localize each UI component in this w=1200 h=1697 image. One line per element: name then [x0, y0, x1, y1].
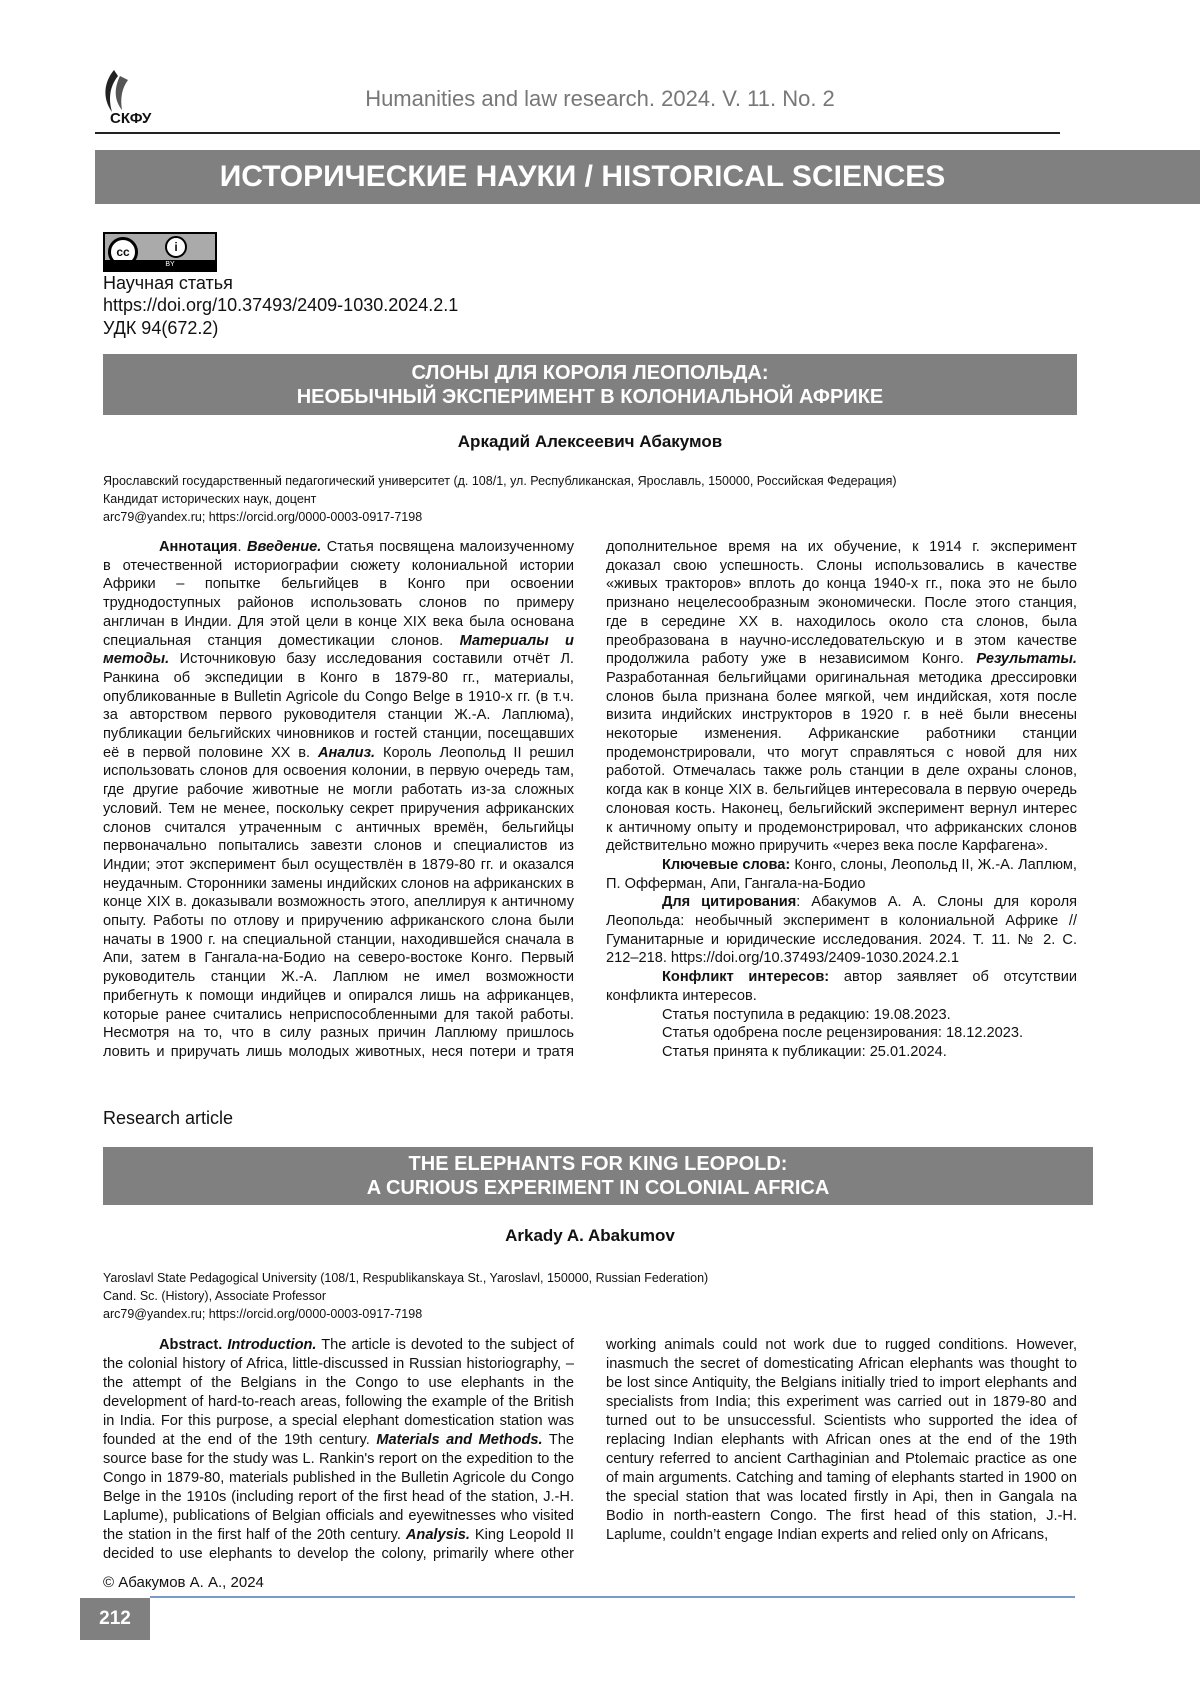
attribution-person-icon: i [165, 236, 187, 258]
abstract-paragraph [606, 968, 1077, 1005]
abstract-paragraph [606, 1043, 1077, 1062]
doi-link[interactable]: https://doi.org/10.37493/2409-1030.2024.2.1 [103, 295, 458, 316]
abstract-heading: Для цитирования [662, 894, 796, 910]
logo-text: СКФУ [110, 110, 151, 127]
abstract-heading: Introduction. [227, 1337, 316, 1353]
abstract-heading: Введение. [247, 539, 321, 555]
abstract-heading: Ключевые слова: [662, 857, 790, 873]
page-number: 212 [80, 1598, 150, 1640]
article-type-en: Research article [103, 1108, 233, 1129]
abstract-text: автор заявляет об отсутствии конфликта интересов. [606, 969, 1077, 1004]
abstract-paragraph [606, 1024, 1077, 1043]
abstract-paragraph [606, 1006, 1077, 1025]
abstract-text: Король Леопольд II решил использовать слонов для освоения колонии, в первую очередь там, где другие рабочие животные не могли работать из-за сложных условий. Тем не менее, поскольку секрет приручения африканских слонов считался утраченным с античных времён, бельгийцы первоначально попытались завезти слонов и специалистов из Индии; этот эксперимент был осуществлён в 1879-80 гг. и оказался неудачным. Сторонники замены индийских слонов на африканских в конце XIX в. доказывали возможность этого, апеллируя к античному опыту. Работы по отлову и приручению африканского слона были начаты в 1900 г. на специальной станции, находившейся сначала в Апи, затем в Гангала-на-Бодио на северо-востоке Конго. Первый руководитель станции Ж.-А. Лаплюм не имел возможности прибегнуть к помощи индийцев и опирался лишь на африканцев, которые ранее считались неприспособленными для такой работы. Несмотря на то, что в силу разных причин Лаплюму пришлось ловить и приручать лишь молодых животных, неся потери и тратя дополнительное время на их обучение, к 1914 г. эксперимент доказал свою успешность. Слоны использовались в качестве «живых тракторов» вплоть до конца 1940-х гг., пока это не было признано нецелесообразным экономически. После этого станция, где в середине XX в. находилось около ста слонов, была преобразована в научно-исследовательскую и в этом качестве продолжила работу уже в независимом Конго. [103, 539, 1077, 1060]
title-line: СЛОНЫ ДЛЯ КОРОЛЯ ЛЕОПОЛЬДА: [103, 361, 1077, 385]
abstract-paragraph [103, 1336, 1077, 1564]
abstract-text: The source base for the study was L. Rankin's report on the expedition to the Congo in 1879-80, materials published in the Bulletin Agricole du Congo Belge in the 1910s (including report of the first head of the station, J.-H. Laplume), publications of Belgian officials and eyewitnesses who visited the station in the first half of the 20th century. [103, 1432, 574, 1543]
abstract-heading: Аннотация [159, 539, 237, 555]
abstract-heading: Конфликт интересов: [662, 969, 829, 985]
article-title-ru [103, 354, 1077, 415]
affiliation-line: Ярославский государственный педагогический университет (д. 108/1, ул. Республиканская, Ярославль, 150000, Российская Федерация) [103, 472, 897, 490]
title-line: НЕОБЫЧНЫЙ ЭКСПЕРИМЕНТ В КОЛОНИАЛЬНОЙ АФРИКЕ [103, 385, 1077, 409]
abstract-text: Статья поступила в редакцию: 19.08.2023. [662, 1007, 951, 1023]
affiliation-contacts[interactable]: arc79@yandex.ru; https://orcid.org/0000-0003-0917-7198 [103, 508, 897, 526]
abstract-text: Статья принята к публикации: 25.01.2024. [662, 1044, 947, 1060]
abstract-en [103, 1336, 1077, 1566]
affiliation-line: Cand. Sc. (History), Associate Professor [103, 1287, 708, 1305]
author-name-ru: Аркадий Алексеевич Абакумов [103, 432, 1077, 452]
abstract-heading: Materials and Methods. [376, 1432, 542, 1448]
title-line: A CURIOUS EXPERIMENT IN COLONIAL AFRICA [103, 1176, 1093, 1200]
udk-code: УДК 94(672.2) [103, 318, 218, 339]
abstract-text: Статья посвящена малоизученному в отечественной историографии сюжету колониальной истории Африки – попытке бельгийцев в Конго при освоении труднодоступных районов использовать слонов по примеру англичан в Индии. Для этой цели в конце XIX века была основана специальная станция доместикации слонов. [103, 539, 574, 649]
abstract-heading: Результаты. [976, 651, 1077, 667]
abstract-text: : Абакумов А. А. Слоны для короля Леопольда: необычный эксперимент в колониальной Африке // Гуманитарные и юридические исследования. 2024. Т. 11. № 2. С. 212–218. https://doi.org/10.37493/2409-1030.2024.2.1 [606, 894, 1077, 966]
cc-icon: cc [108, 237, 138, 267]
abstract-text: . [237, 539, 247, 555]
abstract-paragraph [606, 856, 1077, 893]
abstract-heading: Анализ. [318, 745, 375, 761]
affiliation-en [103, 1269, 708, 1323]
section-banner [95, 150, 1200, 204]
abstract-text: The article is devoted to the subject of the colonial history of Africa, little-discussed in Russian historiography, – the attempt of the Belgians in the Congo to use elephants in the development of hard-to-reach areas, following the example of the British in India. For this purpose, a special elephant domestication station was founded at the end of the 19th century. [103, 1337, 574, 1448]
footer-rule [150, 1596, 1075, 1598]
abstract-ru [103, 538, 1077, 1100]
header-rule [95, 132, 1060, 134]
abstract-text: Источниковую базу исследования составили отчёт Л. Ранкина об экспедиции в Конго в 1879-80 гг., материалы, опубликованные в Bulletin Agricole du Congo Belge в 1910-х гг. (в т.ч. за авторством первого руководителя станции Ж.-А. Лаплюма), публикации бельгийских чиновников и гостей станции, посещавших её в первой половине XX в. [103, 651, 574, 761]
abstract-text: Конго, слоны, Леопольд II, Ж.-А. Лаплюм, П. Офферман, Апи, Гангала-на-Бодио [606, 857, 1077, 892]
abstract-heading: Abstract. [159, 1337, 222, 1353]
abstract-text: King Leopold II decided to use elephants to develop the colony, primarily where other working animals could not work due to rugged conditions. However, inasmuch the secret of domesticating African elephants was thought to be lost since Antiquity, the Belgians initially tried to import elephants and specialists from India; this experiment was carried out in 1879-80 and turned out to be unsuccessful. Scientists who supported the idea of replacing Indian elephants with African ones at the end of the 19th century referred to ancient Carthaginian and Ptolemaic practice as one of main arguments. Catching and taming of elephants started in 1900 on the special station that was located firstly in Api, then in Gangala na Bodio in north-eastern Congo. The first head of this station, J.-H. Laplume, couldn’t engage Indian experts and relied only on Africans, [103, 1337, 1077, 1562]
section-title: ИСТОРИЧЕСКИЕ НАУКИ / HISTORICAL SCIENCES [220, 160, 946, 194]
author-name-en: Arkady A. Abakumov [103, 1226, 1077, 1246]
affiliation-line: Кандидат исторических наук, доцент [103, 490, 897, 508]
journal-header: Humanities and law research. 2024. V. 11. No. 2 [300, 86, 900, 112]
cc-by-license-badge[interactable] [103, 232, 217, 272]
university-logo [100, 68, 180, 130]
abstract-heading: Analysis. [406, 1527, 470, 1543]
abstract-text: Разработанная бельгийцами оригинальная методика дрессировки слонов была признана более мягкой, чем индийская, хотя после визита индийских инструкторов в 1920 г. в неё были внесены некоторые изменения. Африканские работники станции продемонстрировали, что могут справляться с новой для них работой. Отмечалась также роль станции в деле охраны слонов, когда как в конце XIX в. бельгийцев интересовала в первую очередь слоновая кость. Наконец, бельгийский эксперимент вернул интерес к античному опыту и продемонстрировал, что африканских слонов действительно можно приручить «через века после Карфагена». [606, 670, 1077, 854]
affiliation-ru [103, 472, 897, 526]
copyright: © Абакумов А. А., 2024 [103, 1574, 264, 1591]
affiliation-line: Yaroslavl State Pedagogical University (108/1, Respublikanskaya St., Yaroslavl, 150000, Russian Federation) [103, 1269, 708, 1287]
article-type-ru: Научная статья [103, 273, 233, 294]
title-line: THE ELEPHANTS FOR KING LEOPOLD: [103, 1152, 1093, 1176]
article-title-en [103, 1147, 1093, 1205]
abstract-text: Статья одобрена после рецензирования: 18.12.2023. [662, 1025, 1023, 1041]
by-label: BY [105, 260, 215, 270]
affiliation-contacts[interactable]: arc79@yandex.ru; https://orcid.org/0000-0003-0917-7198 [103, 1305, 708, 1323]
abstract-paragraph [606, 893, 1077, 968]
abstract-heading: Материалы и методы. [103, 633, 574, 668]
